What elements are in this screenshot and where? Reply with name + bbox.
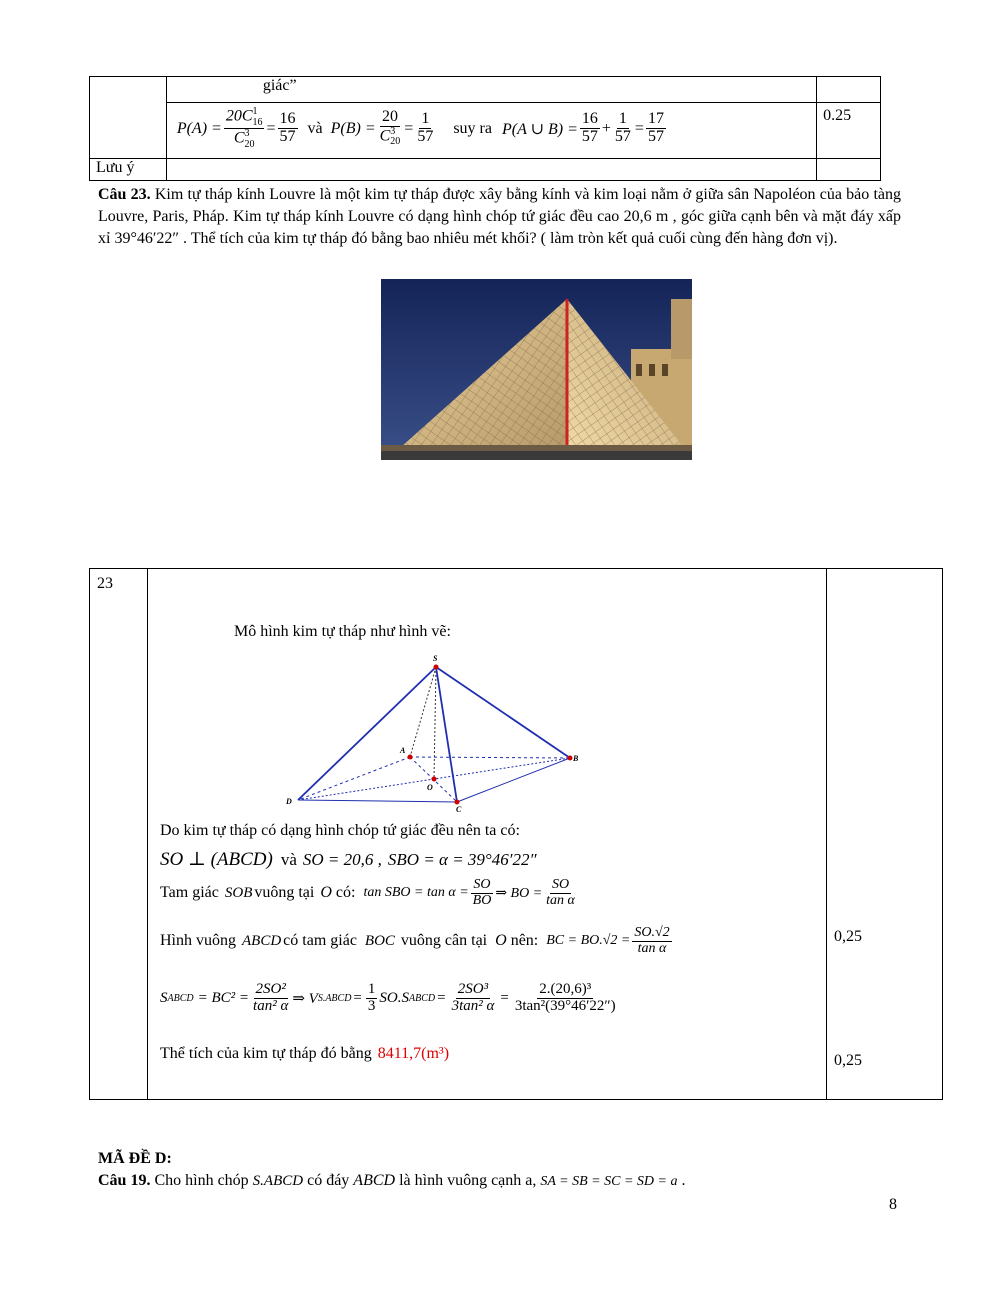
question-23 xyxy=(98,184,901,250)
question-23-label: Câu 23. xyxy=(98,186,151,203)
point-b xyxy=(568,756,573,761)
solution-line-1: Do kim tự tháp có dạng hình chóp tứ giác đều nên ta có: xyxy=(160,822,520,839)
note-content-cell xyxy=(166,159,816,181)
pu-frac-2: $\frac{1}{57}$ xyxy=(614,110,631,146)
point-a xyxy=(408,755,413,760)
question-23-text: Kim tự tháp kính Louvre là một kim tự tháp được xây bằng kính và kim loại nằm ở giữa sân Napoléon của bảo tàng Louvre, Paris, Pháp. Kim tự tháp kính Louvre có dạng hình chóp tứ giác đều cao 20,6 m , góc giữa cạnh bên và mặt đáy xấp xỉ 39°46′22″ . Thể tích của kim tự tháp đó bằng bao nhiêu mét khối? ( làm tròn kết quả cuối cùng đến hàng đơn vị). xyxy=(98,186,902,247)
column-divider-2 xyxy=(826,569,827,1099)
so-over-tan: $\frac{SO}{\text{tan α}}$ xyxy=(546,877,575,908)
column-divider-1 xyxy=(147,569,148,1099)
answer-table-top xyxy=(89,76,881,181)
row0-text: giác” xyxy=(262,77,297,94)
probability-formula: P(A) = $\frac{20C^1_{16}}{C^3_{20}}$ = $\frac{16}{57}$ và P(B) = $\frac{20}{C^3_{20}}$ = $\frac{1}{57}$ suy ra P(A ∪ B) = $\frac{16}{57}$ + $\frac{1}{57}$ = $\frac{17}{57}$ xyxy=(176,106,664,150)
solution-line-5: S ABCD = BC² = $\frac{\text{2SO²}}{\text{tan² α}}$ ⇒ V S.ABCD = $\frac{1}{3}$ SO.S ABCD = $\frac{\text{2SO³}}{\text{3tan² α}}$ = $\frac{\text{2.(20,6)³}}{\text{3tan²(39°46′22″)}}$ xyxy=(160,981,616,1014)
bc-fraction: $\frac{SO.√2}{\text{tan α}}$ xyxy=(634,925,670,956)
pb-lhs: P(B) = xyxy=(330,119,376,137)
question-19: Câu 19. Cho hình chóp S.ABCD có đáy ABCD là hình vuông cạnh a, SA = SB = SC = SD = a . xyxy=(98,1172,686,1189)
table-cell-score-empty xyxy=(817,77,881,103)
solution-line-2: SO ⊥ (ABCD) và SO = 20,6 , SBO = α = 39°46′22″ xyxy=(160,849,537,870)
volume-fraction-2: $\frac{\text{2.(20,6)³}}{\text{3tan²(39°46′22″)}}$ xyxy=(514,981,616,1014)
pu-frac-3: $\frac{17}{57}$ xyxy=(647,110,664,146)
louvre-pyramid-photo xyxy=(381,279,692,460)
pu-frac-1: $\frac{16}{57}$ xyxy=(581,110,598,146)
score-2: 0,25 xyxy=(834,1052,862,1069)
solution-number: 23 xyxy=(97,575,113,592)
score-value: 0.25 xyxy=(823,107,852,124)
final-answer: 8411,7(m³) xyxy=(377,1045,450,1062)
so-over-bo: $\frac{SO}{BO}$ xyxy=(472,877,492,908)
score-cell xyxy=(817,103,881,159)
pb-fraction: $\frac{20}{C^3_{20}}$ xyxy=(379,108,401,148)
pb-value: $\frac{1}{57}$ xyxy=(417,110,434,146)
solution-line-6: Thể tích của kim tự tháp đó bằng 8411,7(m³) xyxy=(160,1045,450,1062)
pyramid-diagram xyxy=(280,652,590,817)
note-cell xyxy=(90,159,167,181)
volume-fraction-1: $\frac{\text{2SO³}}{\text{3tan² α}}$ xyxy=(451,981,495,1014)
point-c xyxy=(455,800,460,805)
solution-line-4: Hình vuông ABCD có tam giác BOC vuông cân tại O nên: BC = BO.√2 = $\frac{SO.√2}{\text{tan α}}$ xyxy=(160,925,670,956)
label-o: O xyxy=(427,783,433,792)
label-a: A xyxy=(400,746,406,755)
solution-line-3: Tam giác SOB vuông tại O có: tan SBO = tan α = $\frac{SO}{BO}$ ⇒ BO = $\frac{SO}{\text{tan α}}$ xyxy=(160,877,575,908)
s-abcd-fraction: $\frac{\text{2SO²}}{\text{tan² α}}$ xyxy=(253,981,289,1014)
table-cell-text xyxy=(166,77,816,103)
label-b: B xyxy=(573,754,579,763)
pa-value: $\frac{16}{57}$ xyxy=(279,110,296,146)
label-c: C xyxy=(456,805,462,814)
pu-lhs: P(A ∪ B) = xyxy=(501,120,578,138)
note-score-cell xyxy=(817,159,881,181)
solution-intro: Mô hình kim tự tháp như hình vẽ: xyxy=(234,623,451,640)
probability-cell xyxy=(166,103,816,159)
exam-code-heading: MÃ ĐỀ D: xyxy=(98,1150,172,1167)
point-s xyxy=(434,665,439,670)
table-cell-empty xyxy=(90,77,167,159)
label-d: D xyxy=(286,797,292,806)
louvre-pyramid-image xyxy=(381,279,692,460)
pa-fraction: $\frac{20C^1_{16}}{C^3_{20}}$ xyxy=(225,106,263,150)
score-1: 0,25 xyxy=(834,928,862,945)
page-number: 8 xyxy=(889,1196,897,1213)
label-s: S xyxy=(433,654,438,663)
one-third: $\frac{1}{3}$ xyxy=(367,981,376,1014)
note-label: Lưu ý xyxy=(96,159,135,176)
pa-lhs: P(A) = xyxy=(176,119,222,137)
point-o xyxy=(432,777,437,782)
